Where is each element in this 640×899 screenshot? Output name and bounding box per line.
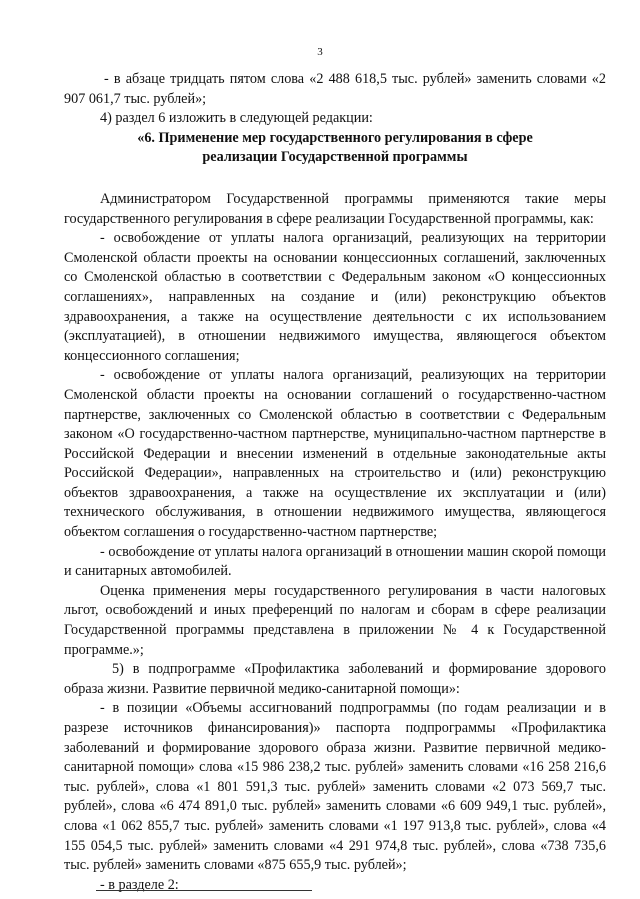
footer-rule <box>96 890 312 891</box>
page-number: 3 <box>317 46 323 58</box>
section-heading-line-1: «6. Применение мер государственного регулирования в сфере <box>137 129 533 146</box>
paragraph-section-6-intro: 4) раздел 6 изложить в следующей редакции: <box>100 110 373 127</box>
section-heading <box>64 129 606 168</box>
document-body <box>64 70 606 895</box>
paragraph-section-2: - в разделе 2: <box>100 876 179 893</box>
section-heading-line-2: реализации Государственной программы <box>202 149 468 166</box>
paragraph-subprogram-5: 5) в подпрограмме «Профилактика заболеваний и формирование здорового образа жизни. Развитие первичной медико-санитарной помощи»: <box>64 661 606 697</box>
paragraph-amendment-35: - в абзаце тридцать пятом слова «2 488 618,5 тыс. рублей» заменить словами «2 907 061,7 тыс. рублей»; <box>64 71 606 107</box>
paragraph-administrator: Администратором Государственной программы применяются такие меры государственного регулирования в сфере реализации Государственной программы, как: <box>64 190 606 227</box>
paragraph-concession-exemption: - освобождение от уплаты налога организаций, реализующих на территории Смоленской области проекты на основании концессионных соглашений, заключенных со Смоленской областью в соответствии с Федеральным законом «О концессионных соглашениях», направленных на создание и (или) реконструкцию объектов здравоохранения, а также на осуществление деятельности с их использованием (эксплуатацией), в отношении недвижимого имущества, являющегося объектом концессионного соглашения; <box>64 230 606 364</box>
paragraph-ppp-exemption: - освобождение от уплаты налога организаций, реализующих на территории Смоленской области проекты на основании соглашений о государственно-частном партнерстве, заключенных со Смоленской областью в соответствии с Федеральным законом «О государственно-частном партнерстве, муниципально-частном партнерстве в Российской Федерации и внесении изменений в отдельные законодательные акты Российской Федерации», направленных на строительство и (или) реконструкцию объектов здравоохранения, а также на осуществление их эксплуатации и (или) технического обслуживания, в отношении недвижимого имущества, являющегося объектом соглашения о государственно-частном партнерстве; <box>64 367 606 541</box>
paragraph-assessment: Оценка применения меры государственного регулирования в части налоговых льгот, освобождений и иных преференций по налогам и сборам в сфере реализации Государственной программы представлена в приложении № 4 к Государственной программе.»; <box>64 582 606 658</box>
paragraph-ambulance-exemption: - освобождение от уплаты налога организаций в отношении машин скорой помощи и санитарных автомобилей. <box>64 543 606 580</box>
paragraph-allocations: - в позиции «Объемы ассигнований подпрограммы (по годам реализации и в разрезе источников финансирования)» паспорта подпрограммы «Профилактика заболеваний и формирование здорового образа жизни. Развитие первичной медико-санитарной помощи» слова «15 986 238,2 тыс. рублей» заменить словами «16 258 216,6 тыс. рублей», слова «1 801 591,3 тыс. рублей» заменить словами «2 073 569,7 тыс. рублей», слова «6 474 891,0 тыс. рублей» заменить словами «6 609 949,1 тыс. рублей», слова «1 062 855,7 тыс. рублей» заменить словами «1 197 913,8 тыс. рублей», слова «4 155 054,5 тыс. рублей» заменить словами «4 291 974,8 тыс. рублей», слова «738 735,6 тыс. рублей» заменить словами «875 655,9 тыс. рублей»; <box>64 700 606 874</box>
